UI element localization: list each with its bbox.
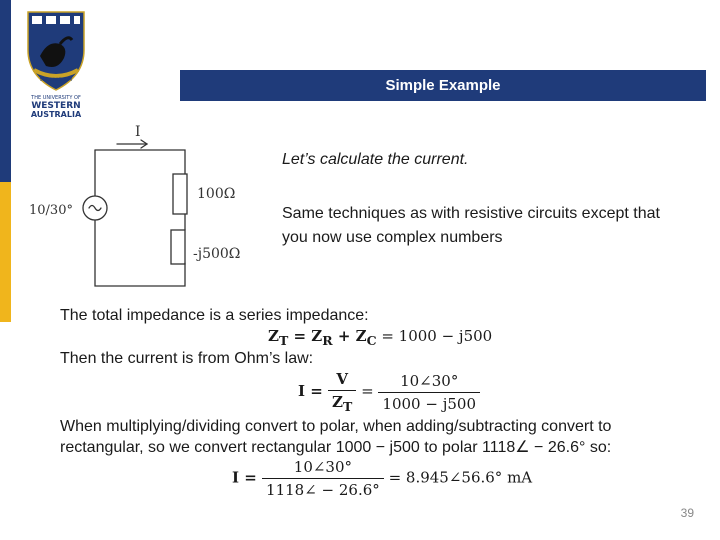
logo-motto: SEEK WISDOM <box>39 78 73 83</box>
capacitor-label: -j500Ω <box>193 246 241 262</box>
current-label: I <box>135 124 141 140</box>
page-number: 39 <box>680 506 694 520</box>
intro-text: Let’s calculate the current. <box>282 151 469 168</box>
svg-text:AUSTRALIA: AUSTRALIA <box>30 110 82 118</box>
conversion-line-2: rectangular, so we convert rectangular 1000 − j500 to polar 1118∠ − 26.6° so: <box>60 439 612 456</box>
final-current-equation: I = $\frac{10\angle 30^\circ}{1118\angle - 26.6^\circ}$ = 8.945∠56.6° mA <box>232 458 533 499</box>
total-impedance-equation: $Z_T = Z_R + Z_C = 1000 - j500$ <box>268 327 493 348</box>
techniques-text: Same techniques as with resistive circuits except that you now use complex numbers <box>282 205 660 246</box>
ohms-law-equation: I = $\frac{V}{Z_T}$ = $\frac{10\angle 30^\circ}{1000 - j500}$ <box>298 370 480 414</box>
source-label: 10/30° <box>29 203 73 218</box>
ohms-law-intro: Then the current is from Ohm’s law: <box>60 350 314 367</box>
slide-title: Simple Example <box>180 70 706 101</box>
university-logo <box>24 10 88 118</box>
conversion-line-1: When multiplying/dividing convert to polar, when adding/subtracting convert to <box>60 418 612 435</box>
svg-text:THE UNIVERSITY OF: THE UNIVERSITY OF <box>31 95 81 101</box>
left-accent-bar-blue <box>0 0 11 182</box>
resistor-label: 100Ω <box>197 186 236 202</box>
svg-text:WESTERN: WESTERN <box>31 101 81 111</box>
left-accent-bar-gold <box>0 182 11 322</box>
circuit-diagram <box>25 118 265 293</box>
impedance-intro: The total impedance is a series impedance: <box>60 307 369 324</box>
